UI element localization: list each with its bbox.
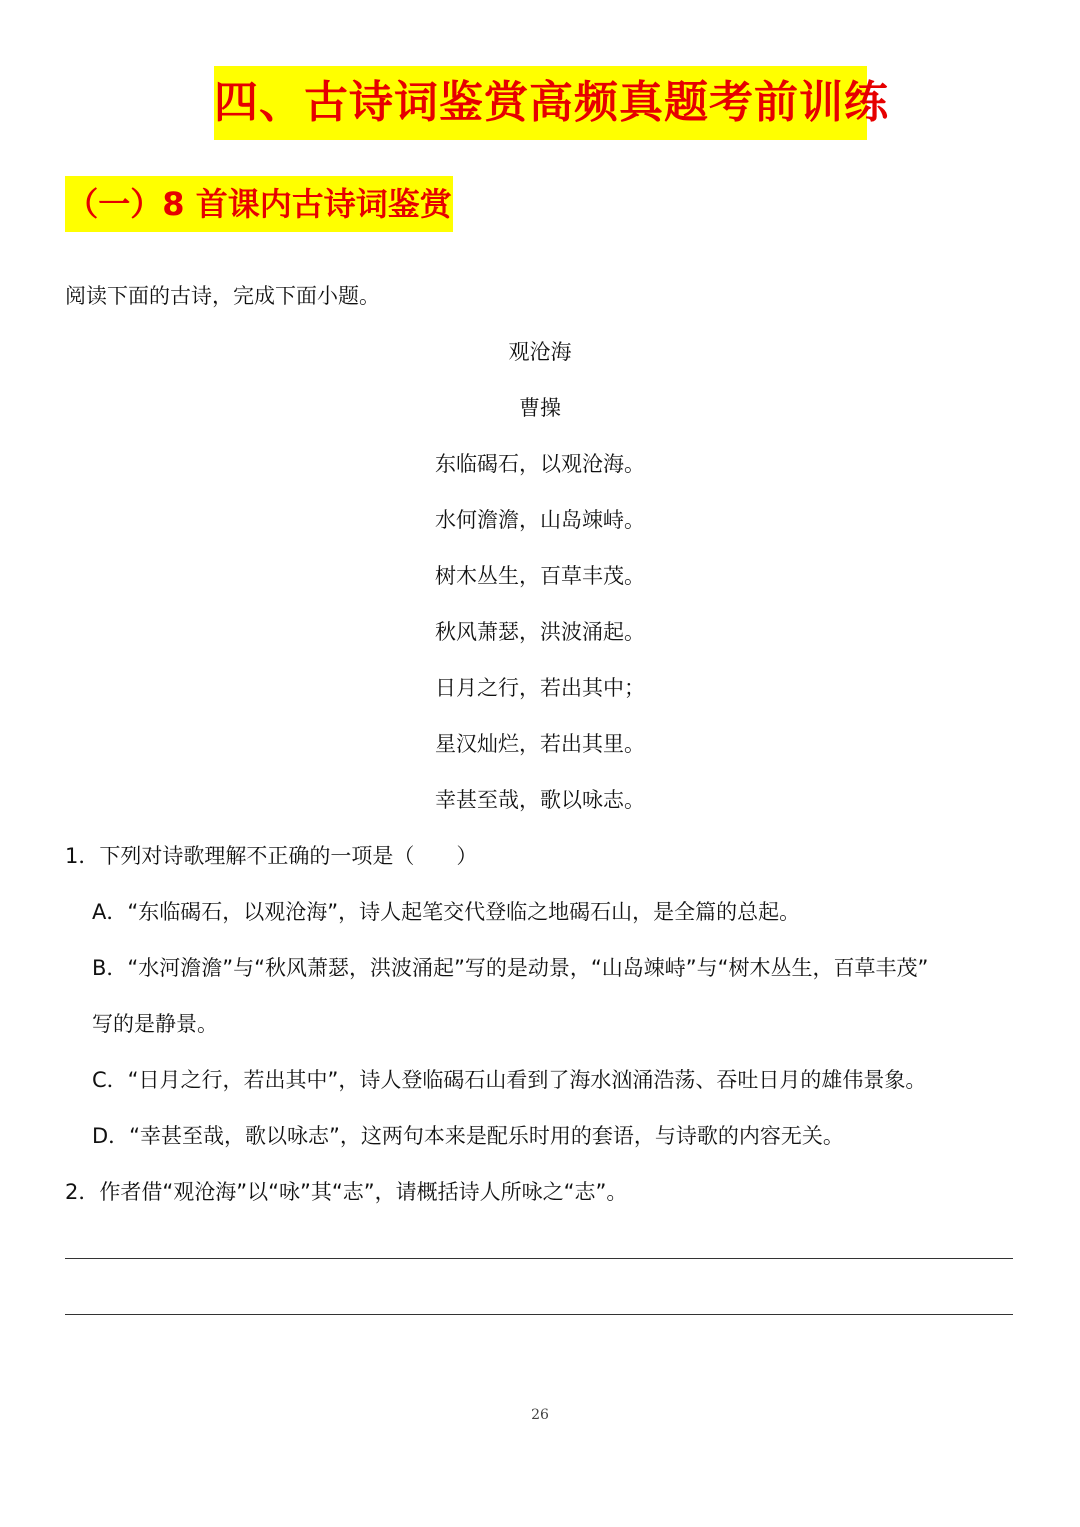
- main-title: 四、古诗词鉴赏高频真题考前训练: [214, 66, 867, 140]
- answer-line: [65, 1314, 1013, 1315]
- page-number: 26: [531, 1407, 549, 1423]
- poem-author: 曹操: [519, 396, 561, 420]
- question-1-option-c: C．“日月之行，若出其中”，诗人登临碣石山看到了海水汹涌浩荡、吞吐日月的雄伟景象。: [92, 1068, 927, 1092]
- instruction-text: 阅读下面的古诗，完成下面小题。: [65, 284, 380, 308]
- poem-line: 秋风萧瑟，洪波涌起。: [435, 620, 645, 644]
- poem-line: 幸甚至哉，歌以咏志。: [435, 788, 645, 812]
- poem-line: 树木丛生，百草丰茂。: [435, 564, 645, 588]
- poem-line: 水何澹澹，山岛竦峙。: [435, 508, 645, 532]
- poem-line: 东临碣石，以观沧海。: [435, 452, 645, 476]
- poem-line: 日月之行，若出其中；: [435, 676, 645, 700]
- poem-title: 观沧海: [508, 340, 572, 364]
- question-1-option-b-continued: 写的是静景。: [92, 1012, 218, 1036]
- section-title: （一）8 首课内古诗词鉴赏: [65, 176, 453, 232]
- poem-line: 星汉灿烂，若出其里。: [435, 732, 645, 756]
- answer-line: [65, 1258, 1013, 1259]
- question-1-option-a: A．“东临碣石，以观沧海”，诗人起笔交代登临之地碣石山，是全篇的总起。: [92, 900, 801, 924]
- question-1-option-b: B．“水河澹澹”与“秋风萧瑟，洪波涌起”写的是动景，“山岛竦峙”与“树木丛生，百草丰茂”: [92, 956, 929, 980]
- question-1-option-d: D．“幸甚至哉，歌以咏志”，这两句本来是配乐时用的套语，与诗歌的内容无关。: [92, 1124, 844, 1148]
- question-2-stem: 2．作者借“观沧海”以“咏”其“志”，请概括诗人所咏之“志”。: [65, 1180, 628, 1204]
- question-1-stem: 1．下列对诗歌理解不正确的一项是（ ）: [65, 844, 478, 868]
